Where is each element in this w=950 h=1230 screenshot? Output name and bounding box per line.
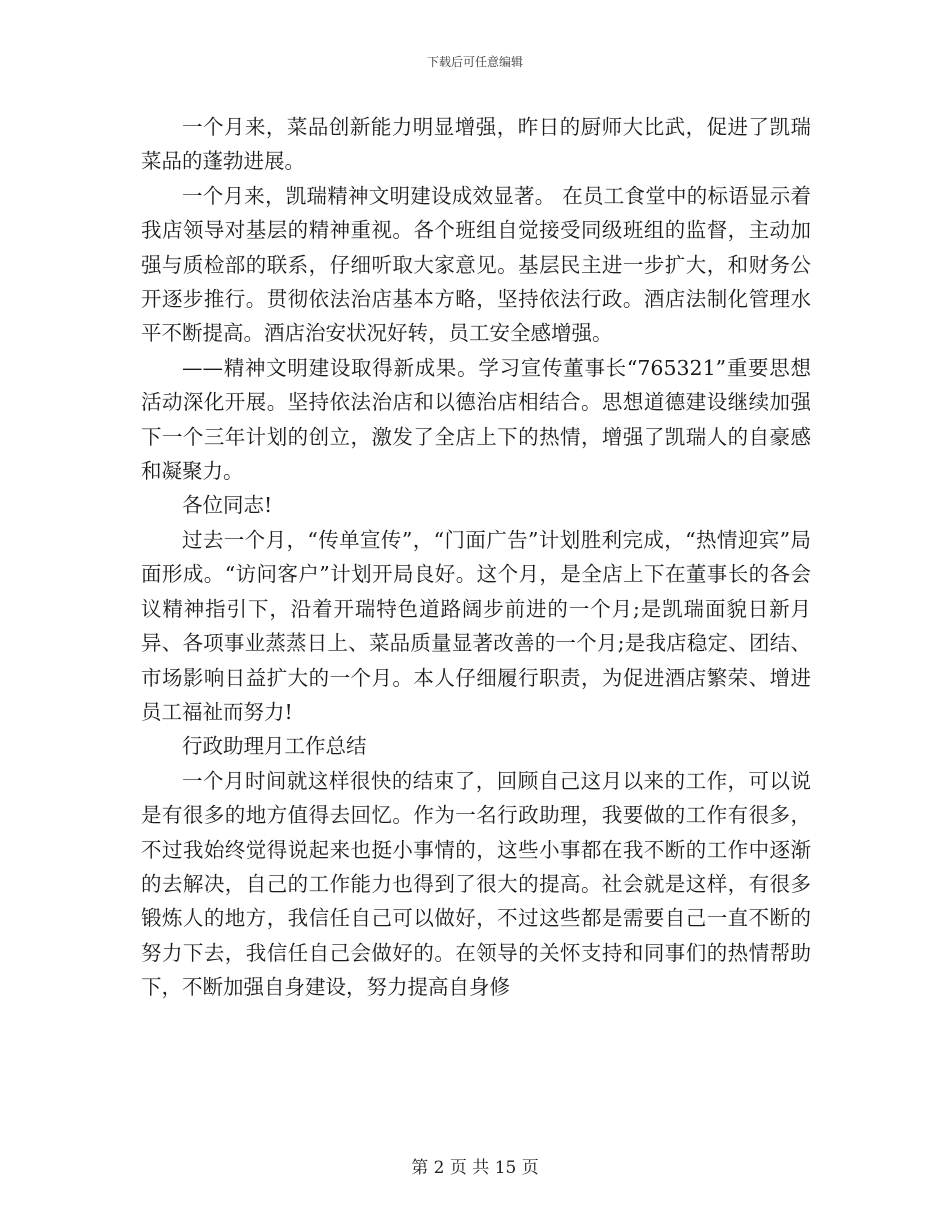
paragraph: ——精神文明建设取得新成果。学习宣传董事长“765321”重要思想活动深化开展。坚持依法治店和以德治店相结合。思想道德建设继续加强下一个三年计划的创立，激发了全店上下的热情，增强了凯瑞人的自豪感和凝聚力。 <box>141 355 811 484</box>
page-number: 第 2 页 共 15 页 <box>411 1158 539 1178</box>
paragraph: 一个月来，凯瑞精神文明建设成效显著。 在员工食堂中的标语显示着我店领导对基层的精神重视。各个班组自觉接受同级班组的监督，主动加强与质检部的联系，仔细听取大家意见。基层民主进一步扩大，和财务公开逐步推行。贯彻依法治店基本方略，坚持依法行政。酒店法制化管理水平不断提高。酒店治安状况好转，员工安全感增强。 <box>141 183 811 346</box>
section-heading: 行政助理月工作总结 <box>182 734 367 759</box>
paragraph: 过去一个月，“传单宣传”，“门面广告”计划胜利完成，“热情迎宾”局面形成。“访问客户”计划开局良好。这个月，是全店上下在董事长的各会议精神指引下，沿着开瑞特色道路阔步前进的一个月;是凯瑞面貌日新月异、各项事业蒸蒸日上、菜品质量显著改善的一个月;是我店稳定、团结、市场影响日益扩大的一个月。本人仔细履行职责，为促进酒店繁荣、增进员工福祉而努力! <box>141 527 811 724</box>
paragraph: 一个月来，菜品创新能力明显增强，昨日的厨师大比武，促进了凯瑞菜品的蓬勃进展。 <box>141 115 811 174</box>
document-body <box>141 110 811 1005</box>
paragraph: 一个月时间就这样很快的结束了，回顾自己这月以来的工作，可以说是有很多的地方值得去回忆。作为一名行政助理，我要做的工作有很多，不过我始终觉得说起来也挺小事情的，这些小事都在我不断的工作中逐渐的去解决，自己的工作能力也得到了很大的提高。社会就是这样，有很多锻炼人的地方，我信任自己可以做好，不过这些都是需要自己一直不断的努力下去，我信任自己会做好的。在领导的关怀支持和同事们的热情帮助下，不断加强自身建设，努力提高自身修 <box>141 768 811 1000</box>
paragraph: 各位同志! <box>182 493 273 518</box>
page-header: 下载后可任意编辑 <box>426 55 523 69</box>
